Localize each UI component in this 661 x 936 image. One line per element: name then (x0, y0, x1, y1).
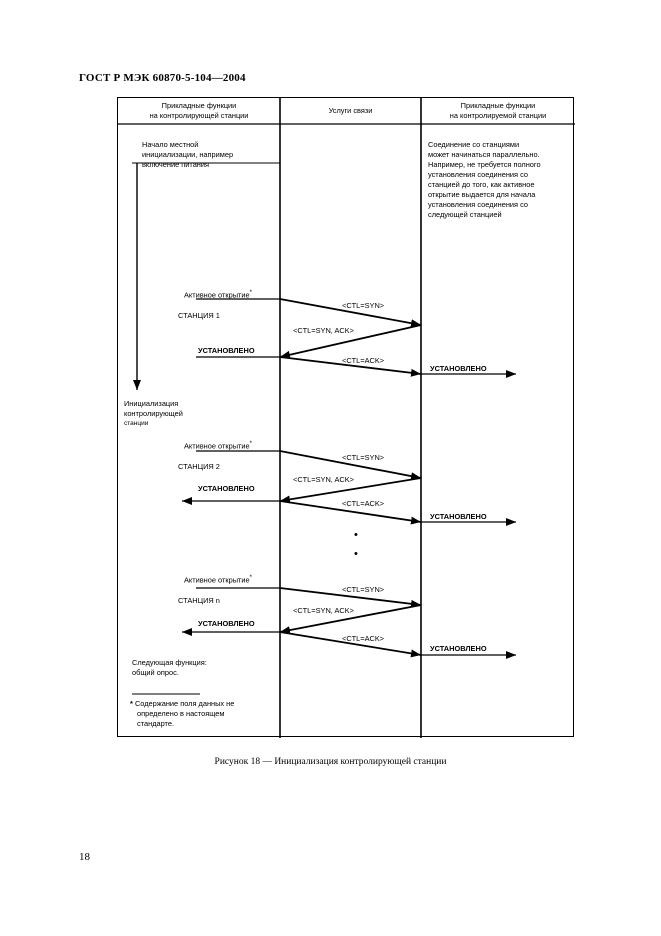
ctl-syn-ack-label-1: <CTL=SYN, ACK> (293, 326, 355, 335)
init-note: Инициализация контролирующей станции (124, 399, 183, 427)
middle-column-header: Услуги связи (328, 106, 373, 115)
ellipsis-dot-1: • (354, 529, 358, 541)
ctl-ack-label-1: <CTL=ACK> (342, 356, 385, 365)
ctl-syn-ack-label-2: <CTL=SYN, ACK> (293, 475, 355, 484)
ctl-syn-label-1: <CTL=SYN> (342, 301, 385, 310)
note-line: следующей станцией (428, 210, 502, 219)
active-open-label-2: Активное открытие* (184, 440, 253, 451)
page-number: 18 (79, 851, 90, 863)
note-line: Например, не требуется полного (428, 160, 541, 169)
established-label-n: УСТАНОВЛЕНО (198, 619, 255, 628)
remote-established-label-1: УСТАНОВЛЕНО (430, 364, 487, 373)
next-function-note: Следующая функция: общий опрос. (132, 658, 207, 677)
ctl-syn-ack-label-n: <CTL=SYN, ACK> (293, 606, 355, 615)
active-open-label-1: Активное открытие* (184, 289, 253, 300)
document-header: ГОСТ Р МЭК 60870-5-104—2004 (79, 72, 246, 84)
ctl-ack-label-n: <CTL=ACK> (342, 634, 385, 643)
right-column-header: Прикладные функции на контролируемой станции (449, 101, 547, 120)
station-n-label: СТАНЦИЯ n (178, 596, 220, 605)
ctl-ack-label-2: <CTL=ACK> (342, 499, 385, 508)
active-open-label-n: Активное открытие* (184, 574, 253, 585)
station-1-label: СТАНЦИЯ 1 (178, 311, 220, 320)
note-line: установления соединения со (428, 200, 528, 209)
ctl-syn-label-n: <CTL=SYN> (342, 585, 385, 594)
note-line: Соединение со станциями (428, 140, 520, 149)
established-label-1: УСТАНОВЛЕНО (198, 346, 255, 355)
note-line: открытие выдается для начала (428, 190, 536, 199)
left-column-header: Прикладные функции на контролирующей станции (149, 101, 249, 120)
local-init-note: Начало местной инициализации, например включение питания (142, 140, 234, 169)
station-2-label: СТАНЦИЯ 2 (178, 462, 220, 471)
note-line: установления соединения со (428, 170, 528, 179)
remote-established-label-n: УСТАНОВЛЕНО (430, 644, 487, 653)
parallel-connection-note (428, 140, 541, 220)
sequence-diagram (117, 97, 574, 737)
figure-caption: Рисунок 18 — Инициализация контролирующей станции (214, 757, 447, 767)
note-line: станцией до того, как активное (428, 180, 535, 189)
ellipsis-dot-2: • (354, 548, 358, 560)
ctl-syn-label-2: <CTL=SYN> (342, 453, 385, 462)
footnote: * Содержание поля данных не определено в настоящем стандарте. (130, 699, 235, 728)
remote-established-label-2: УСТАНОВЛЕНО (430, 512, 487, 521)
note-line: может начинаться параллельно. (428, 150, 540, 159)
established-label-2: УСТАНОВЛЕНО (198, 484, 255, 493)
